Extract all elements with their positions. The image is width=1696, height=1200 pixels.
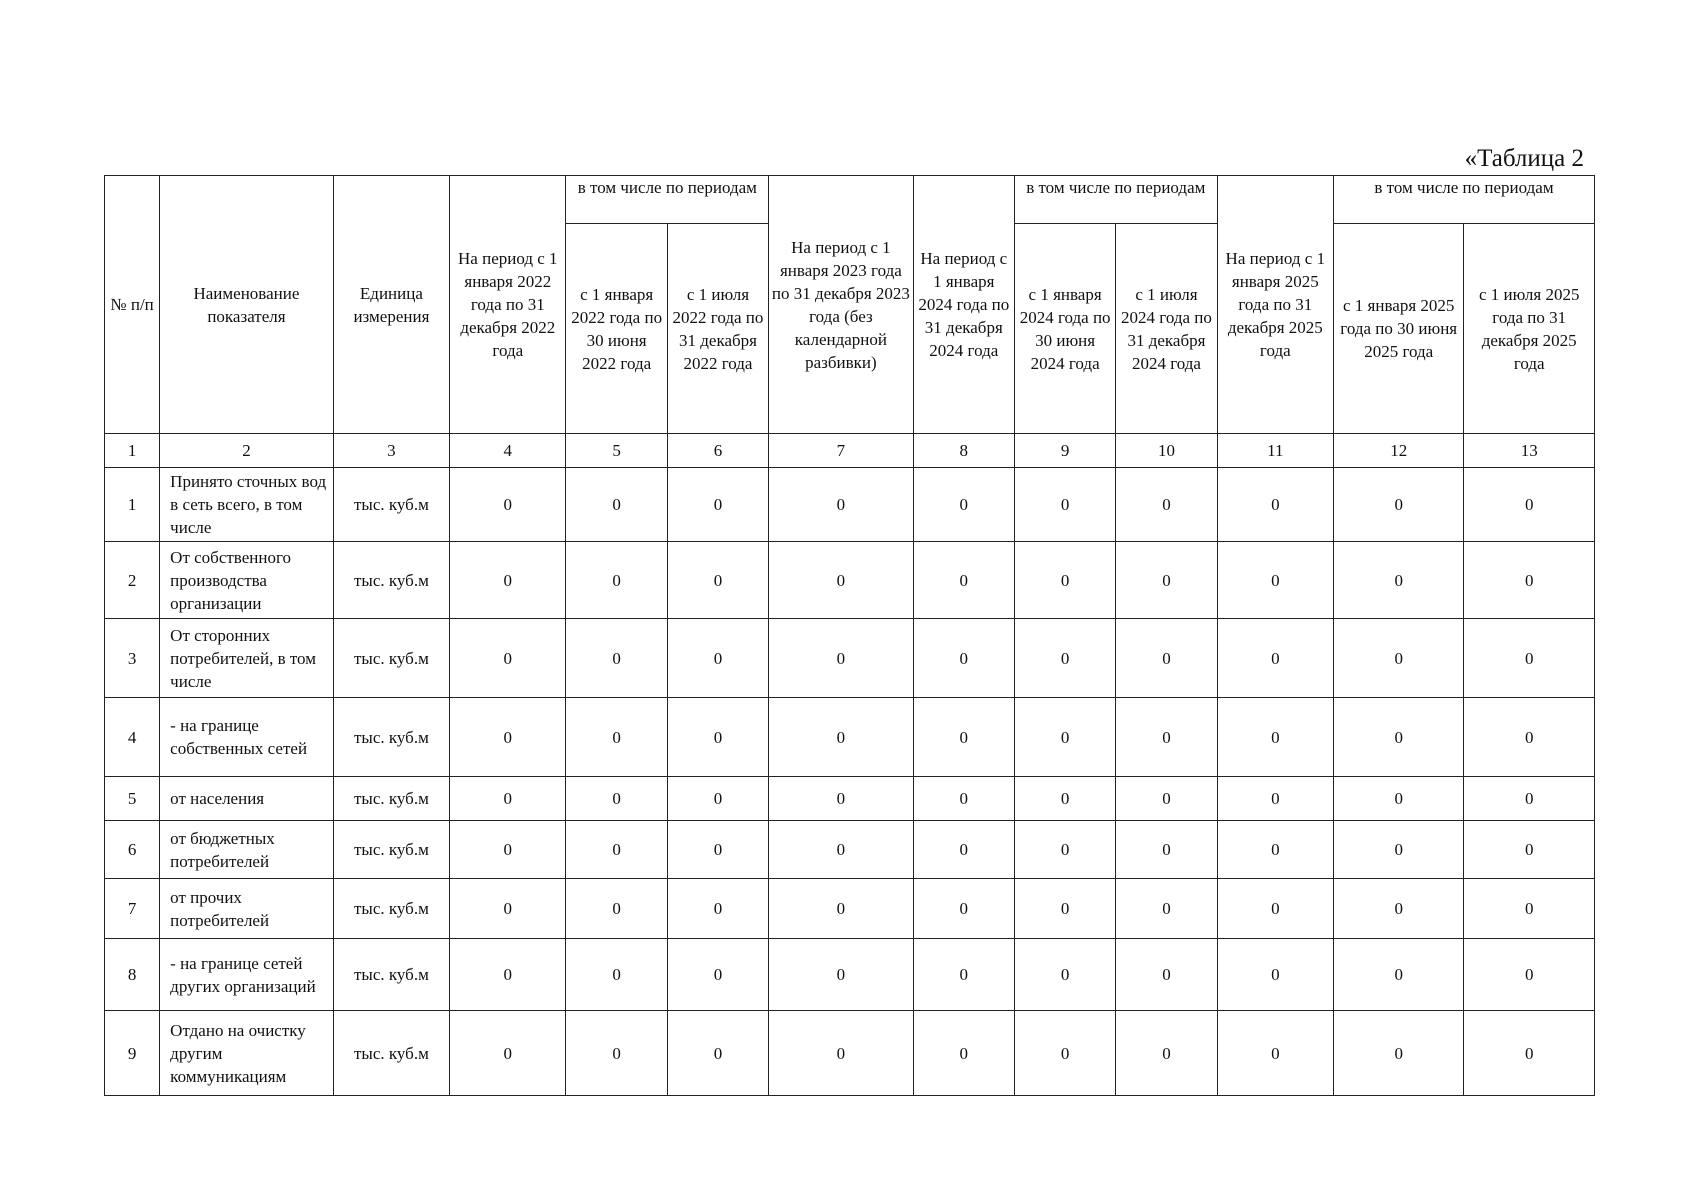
row-value: 0 [566,777,667,821]
row-value: 0 [450,939,566,1011]
row-value: 0 [1464,542,1595,619]
header-period-2023: На период с 1 января 2023 года по 31 декабря 2023 года (без календарной разбивки) [769,176,913,434]
row-value: 0 [769,939,913,1011]
row-unit: тыс. куб.м [333,468,449,542]
row-value: 0 [667,468,768,542]
row-value: 0 [769,821,913,879]
header-indicator-name: Наименование показателя [160,176,334,434]
row-value: 0 [566,619,667,698]
row-value: 0 [1334,468,1464,542]
row-value: 0 [1116,821,1217,879]
row-value: 0 [667,939,768,1011]
header-row-group [105,176,1595,224]
table-row [105,879,1595,939]
row-value: 0 [1334,542,1464,619]
row-indicator-name: от бюджетных потребителей [160,821,334,879]
table-row [105,468,1595,542]
row-value: 0 [1217,777,1333,821]
row-value: 0 [1116,468,1217,542]
row-value: 0 [667,821,768,879]
row-unit: тыс. куб.м [333,698,449,777]
column-number: 13 [1464,434,1595,468]
row-value: 0 [566,939,667,1011]
row-unit: тыс. куб.м [333,619,449,698]
row-value: 0 [1014,619,1115,698]
row-value: 0 [450,542,566,619]
table-row [105,619,1595,698]
row-value: 0 [769,777,913,821]
header-period-2024: На период с 1 января 2024 года по 31 декабря 2024 года [913,176,1014,434]
row-value: 0 [1014,777,1115,821]
row-indicator-name: от населения [160,777,334,821]
row-value: 0 [1217,468,1333,542]
table-row [105,542,1595,619]
row-value: 0 [1217,1011,1333,1096]
row-value: 0 [667,1011,768,1096]
row-value: 0 [1334,698,1464,777]
row-value: 0 [913,619,1014,698]
header-h2-2025: с 1 июля 2025 года по 31 декабря 2025 года [1464,224,1595,434]
row-number: 2 [105,542,160,619]
header-period-2025: На период с 1 января 2025 года по 31 декабря 2025 года [1217,176,1333,434]
row-value: 0 [1014,542,1115,619]
column-number: 1 [105,434,160,468]
row-value: 0 [450,777,566,821]
row-value: 0 [1116,777,1217,821]
row-value: 0 [450,879,566,939]
row-value: 0 [1334,821,1464,879]
row-indicator-name: от прочих потребителей [160,879,334,939]
row-value: 0 [769,879,913,939]
row-value: 0 [1334,777,1464,821]
row-value: 0 [1217,939,1333,1011]
row-value: 0 [1464,821,1595,879]
row-number: 5 [105,777,160,821]
row-value: 0 [1014,939,1115,1011]
row-value: 0 [1334,879,1464,939]
row-value: 0 [1334,939,1464,1011]
row-value: 0 [667,777,768,821]
row-value: 0 [1014,821,1115,879]
row-value: 0 [1334,619,1464,698]
row-indicator-name: От собственного производства организации [160,542,334,619]
row-value: 0 [769,1011,913,1096]
row-number: 8 [105,939,160,1011]
row-value: 0 [1116,939,1217,1011]
row-value: 0 [450,698,566,777]
header-group-2025: в том числе по периодам [1334,176,1595,224]
row-value: 0 [667,698,768,777]
row-value: 0 [667,542,768,619]
row-value: 0 [1464,698,1595,777]
header-unit: Единица измерения [333,176,449,434]
column-number: 10 [1116,434,1217,468]
row-value: 0 [913,468,1014,542]
column-number: 9 [1014,434,1115,468]
row-value: 0 [1116,698,1217,777]
row-unit: тыс. куб.м [333,542,449,619]
row-unit: тыс. куб.м [333,1011,449,1096]
row-value: 0 [769,619,913,698]
row-value: 0 [1217,619,1333,698]
row-value: 0 [1116,879,1217,939]
table-row [105,939,1595,1011]
header-h2-2024: с 1 июля 2024 года по 31 декабря 2024 года [1116,224,1217,434]
row-number: 3 [105,619,160,698]
row-value: 0 [913,879,1014,939]
row-value: 0 [667,879,768,939]
row-value: 0 [1464,939,1595,1011]
row-number: 7 [105,879,160,939]
row-unit: тыс. куб.м [333,777,449,821]
row-value: 0 [1464,777,1595,821]
row-value: 0 [1334,1011,1464,1096]
row-value: 0 [450,619,566,698]
row-number: 6 [105,821,160,879]
row-value: 0 [1217,698,1333,777]
row-value: 0 [566,698,667,777]
row-value: 0 [913,939,1014,1011]
header-h1-2025: с 1 января 2025 года по 30 июня 2025 года [1334,224,1464,434]
row-unit: тыс. куб.м [333,879,449,939]
row-value: 0 [1116,542,1217,619]
table-row [105,698,1595,777]
row-indicator-name: От сторонних потребителей, в том числе [160,619,334,698]
row-value: 0 [1464,879,1595,939]
row-indicator-name: - на границе собственных сетей [160,698,334,777]
row-number: 4 [105,698,160,777]
table-row [105,1011,1595,1096]
row-value: 0 [913,1011,1014,1096]
table-body [105,468,1595,1096]
row-value: 0 [1464,468,1595,542]
header-number: № п/п [105,176,160,434]
column-number: 8 [913,434,1014,468]
row-value: 0 [566,542,667,619]
row-number: 9 [105,1011,160,1096]
row-value: 0 [1014,1011,1115,1096]
header-h2-2022: с 1 июля 2022 года по 31 декабря 2022 года [667,224,768,434]
row-unit: тыс. куб.м [333,821,449,879]
row-unit: тыс. куб.м [333,939,449,1011]
header-group-2022: в том числе по периодам [566,176,769,224]
column-number: 3 [333,434,449,468]
table-caption: «Таблица 2 [1464,145,1584,172]
row-value: 0 [667,619,768,698]
column-number: 2 [160,434,334,468]
row-value: 0 [913,777,1014,821]
column-number: 6 [667,434,768,468]
row-value: 0 [1217,821,1333,879]
column-number-row [105,434,1595,468]
row-value: 0 [450,1011,566,1096]
header-h1-2022: с 1 января 2022 года по 30 июня 2022 года [566,224,667,434]
header-period-2022: На период с 1 января 2022 года по 31 декабря 2022 года [450,176,566,434]
row-value: 0 [566,821,667,879]
row-value: 0 [566,468,667,542]
row-number: 1 [105,468,160,542]
row-value: 0 [1464,1011,1595,1096]
row-value: 0 [1217,542,1333,619]
row-value: 0 [913,821,1014,879]
row-value: 0 [1116,619,1217,698]
column-number: 12 [1334,434,1464,468]
column-number: 11 [1217,434,1333,468]
row-value: 0 [1116,1011,1217,1096]
row-value: 0 [1014,879,1115,939]
row-value: 0 [913,698,1014,777]
row-indicator-name: Отдано на очистку другим коммуникациям [160,1011,334,1096]
row-indicator-name: - на границе сетей других организаций [160,939,334,1011]
header-group-2024: в том числе по периодам [1014,176,1217,224]
row-value: 0 [566,879,667,939]
row-value: 0 [1014,698,1115,777]
row-indicator-name: Принято сточных вод в сеть всего, в том числе [160,468,334,542]
column-number: 7 [769,434,913,468]
header-h1-2024: с 1 января 2024 года по 30 июня 2024 года [1014,224,1115,434]
data-table [104,175,1595,1096]
row-value: 0 [769,542,913,619]
column-number: 4 [450,434,566,468]
row-value: 0 [1464,619,1595,698]
row-value: 0 [450,468,566,542]
row-value: 0 [1014,468,1115,542]
row-value: 0 [769,468,913,542]
row-value: 0 [913,542,1014,619]
row-value: 0 [769,698,913,777]
column-number: 5 [566,434,667,468]
row-value: 0 [450,821,566,879]
table-row [105,777,1595,821]
row-value: 0 [566,1011,667,1096]
table-row [105,821,1595,879]
row-value: 0 [1217,879,1333,939]
